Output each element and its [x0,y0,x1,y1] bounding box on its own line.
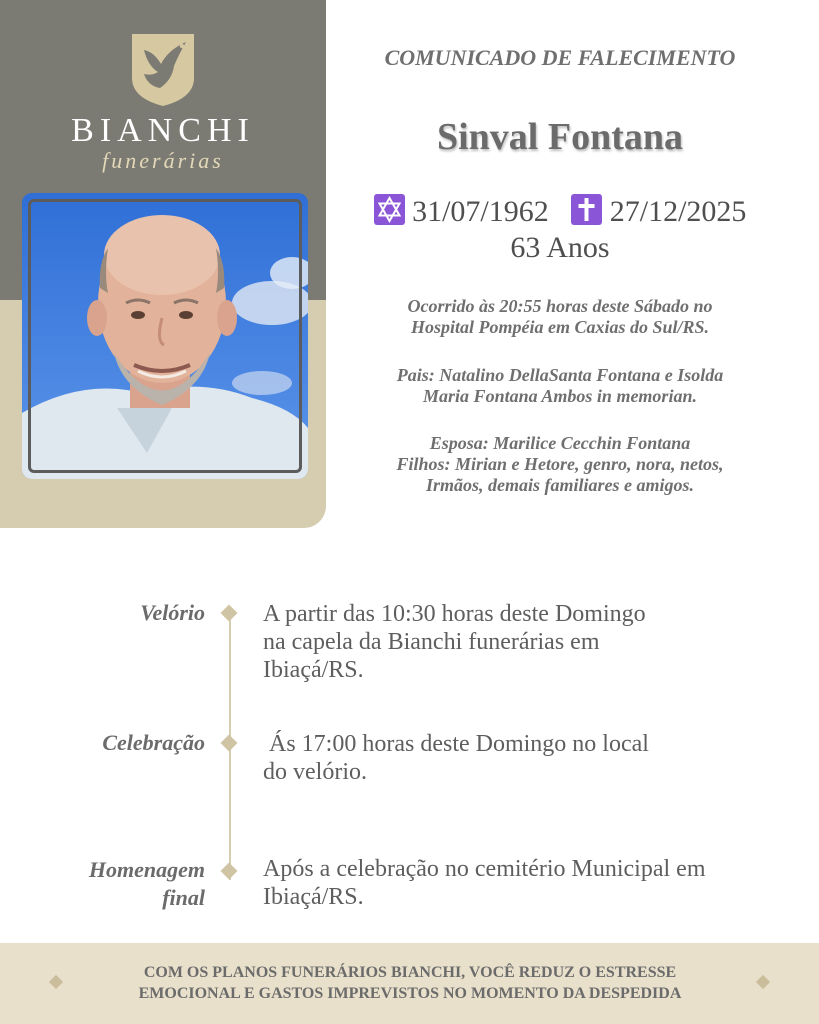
event-line: na capela da Bianchi funerárias em [263,629,600,655]
photo-frame-border [28,199,302,473]
occurrence-line: Ocorrido às 20:55 horas deste Sábado no [407,296,713,316]
parents-info [340,365,780,407]
family-info [340,433,780,496]
timeline-diamond-icon [221,735,238,752]
age: 63 Anos [510,231,610,264]
parents-line: Pais: Natalino DellaSanta Fontana e Isolda [396,365,724,385]
event-line: Ibiaçá/RS. [263,884,364,910]
footer-line: COM OS PLANOS FUNERÁRIOS BIANCHI, VOCÊ REDUZ O ESTRESSE [143,964,677,981]
event-text-homenagem [263,855,763,911]
event-line: do velório. [263,759,367,785]
event-label-line: Homenagem [88,857,205,882]
event-label-velorio: Velório [140,600,205,625]
occurrence-info [340,296,780,338]
birth-date: 31/07/1962 [412,195,549,228]
brand-logo [0,30,326,174]
event-label-homenagem [0,856,205,912]
timeline-diamond-icon [221,605,238,622]
death-date: 27/12/2025 [609,195,747,228]
brand-name: BIANCHI [71,112,255,149]
family-line: Irmãos, demais familiares e amigos. [425,475,694,495]
parents-line: Maria Fontana Ambos in memorian. [423,386,697,406]
event-label-celebracao: Celebração [102,730,205,755]
cross-icon [571,194,602,225]
event-line: Ás 17:00 horas deste Domingo no local [263,731,649,757]
event-label-line: final [162,885,205,910]
occurrence-line: Hospital Pompéia em Caxias do Sul/RS. [410,317,710,337]
event-line: Ibiaçá/RS. [263,657,364,683]
family-line: Filhos: Mirian e Hetore, genro, nora, netos, [396,454,724,474]
deceased-photo [22,193,308,479]
footer-line: EMOCIONAL E GASTOS IMPREVISTOS NO MOMENTO DA DESPEDIDA [138,985,682,1002]
family-line: Esposa: Marilice Cecchin Fontana [429,433,691,453]
footer-message [90,962,730,1004]
event-line: Após a celebração no cemitério Municipal em [263,856,706,882]
event-text-velorio [263,600,763,684]
announcement-title: COMUNICADO DE FALECIMENTO [384,45,736,70]
event-text-celebracao [263,730,763,786]
timeline-diamond-icon [221,863,238,880]
star-of-david-icon [374,194,405,225]
brand-subtitle: funerárias [102,148,224,173]
event-line: A partir das 10:30 horas deste Domingo [263,601,646,627]
dove-shield-icon [128,30,198,108]
deceased-name: Sinval Fontana [436,116,684,158]
life-dates [340,194,780,229]
